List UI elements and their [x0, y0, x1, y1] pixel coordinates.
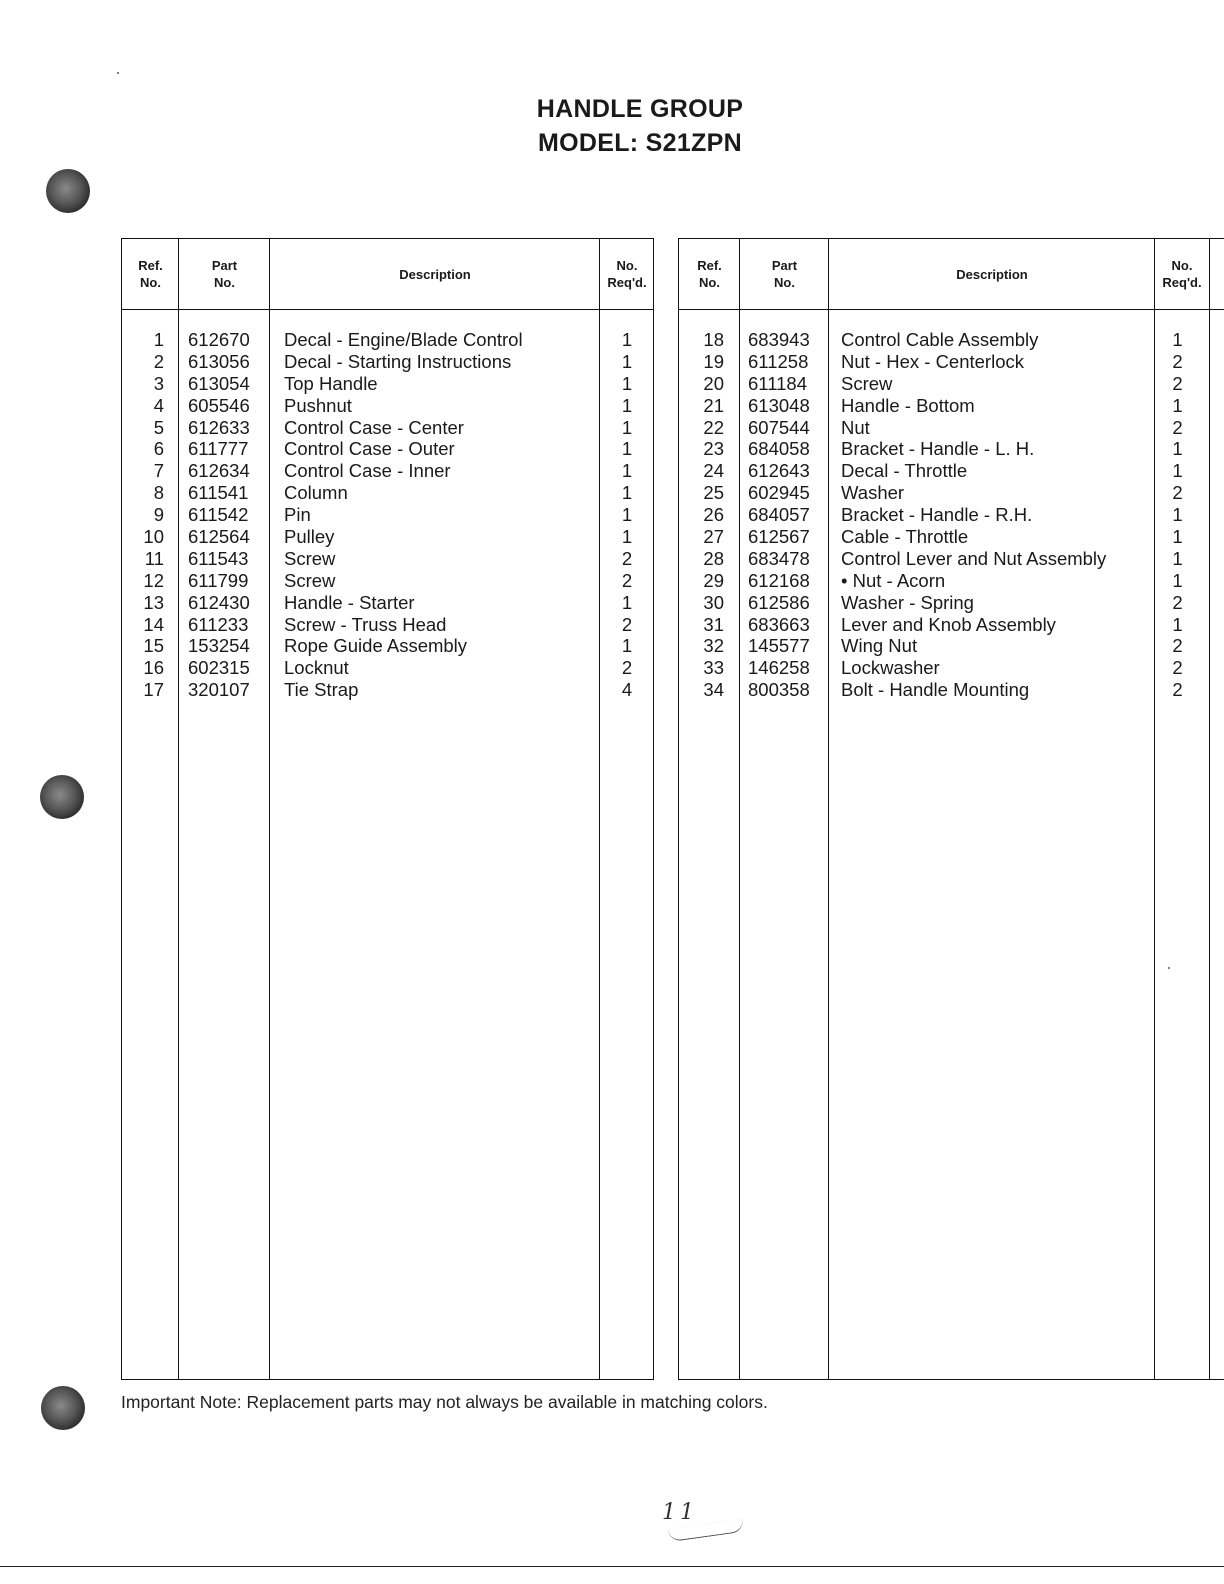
ref-number: 10 [143, 526, 164, 548]
table-row [679, 635, 1224, 657]
description: Lockwasher [841, 657, 940, 679]
description: Screw [284, 569, 336, 591]
part-number: 611799 [188, 569, 249, 591]
header-qty-reqd: No. Req'd. [607, 258, 647, 290]
part-number: 611777 [188, 438, 249, 460]
part-number: 613054 [188, 372, 250, 394]
description: Bolt - Handle Mounting [841, 679, 1030, 701]
description: Handle - Starter [284, 591, 415, 613]
ref-number: 4 [153, 394, 164, 416]
quantity: 2 [1172, 372, 1183, 394]
table-row [679, 570, 1224, 592]
header-description: Description [956, 266, 1028, 282]
part-number: 612634 [188, 460, 250, 482]
quantity: 1 [621, 329, 633, 350]
table-row [679, 504, 1224, 526]
description: Control Case - Center [284, 416, 464, 438]
ref-number: 13 [143, 591, 164, 613]
description: Top Handle [284, 372, 378, 394]
quantity: 1 [621, 394, 633, 416]
table-row [679, 482, 1224, 504]
quantity: 1 [1172, 394, 1183, 416]
ref-number: 6 [153, 438, 164, 460]
quantity: 2 [1172, 350, 1183, 372]
quantity: 1 [1172, 547, 1183, 569]
ref-number: 17 [143, 679, 164, 701]
part-number: 800358 [748, 679, 810, 701]
ref-number: 7 [153, 460, 164, 482]
page-title: HANDLE GROUP [536, 95, 744, 123]
part-number: 602945 [748, 482, 810, 504]
quantity: 2 [1172, 657, 1183, 679]
part-number: 683943 [748, 329, 810, 350]
table-row [679, 329, 1224, 351]
table-row [122, 438, 653, 460]
quantity: 2 [1172, 635, 1183, 657]
description: Rope Guide Assembly [284, 635, 468, 657]
table-row [122, 635, 653, 657]
quantity: 1 [621, 438, 633, 460]
quantity: 4 [621, 679, 633, 701]
description: Washer [841, 482, 905, 504]
description: Tie Strap [284, 679, 359, 701]
quantity: 1 [621, 372, 633, 394]
quantity: 2 [621, 613, 633, 635]
description: Handle - Bottom [841, 394, 975, 416]
binder-hole-top [46, 169, 90, 213]
part-number: 602315 [188, 657, 250, 679]
description: Column [284, 482, 348, 504]
description: Screw [284, 547, 336, 569]
part-number: 684057 [748, 504, 810, 526]
description: Decal - Starting Instructions [284, 350, 512, 372]
description: Control Cable Assembly [841, 329, 1039, 350]
table-row [679, 460, 1224, 482]
header-description: Description [399, 266, 471, 282]
model-number: MODEL: S21ZPN [538, 129, 742, 157]
binder-hole-bottom [41, 1386, 85, 1430]
table-row [679, 526, 1224, 548]
part-number: 611184 [748, 372, 807, 394]
quantity: 1 [621, 416, 633, 438]
part-number: 607544 [748, 416, 810, 438]
parts-table-left [121, 238, 654, 1380]
table-row [679, 592, 1224, 614]
quantity: 1 [1172, 504, 1183, 526]
description: Cable - Throttle [841, 526, 969, 548]
description: • Nut - Acorn [841, 569, 946, 591]
part-number: 683478 [748, 547, 810, 569]
quantity: 1 [621, 635, 633, 657]
parts-list-right [679, 329, 1224, 701]
quantity: 1 [1172, 329, 1183, 350]
ref-number: 31 [703, 613, 724, 635]
quantity: 2 [1172, 416, 1183, 438]
quantity: 2 [1172, 482, 1183, 504]
quantity: 1 [621, 591, 633, 613]
description: Pulley [284, 526, 335, 548]
table-row [679, 417, 1224, 439]
quantity: 1 [621, 350, 633, 372]
ref-number: 32 [703, 635, 724, 657]
table-row [679, 548, 1224, 570]
header-ref-no: Ref. No. [138, 258, 163, 290]
ref-number: 24 [703, 460, 724, 482]
description: Nut [841, 416, 870, 438]
quantity: 1 [621, 504, 633, 526]
ref-number: 20 [703, 372, 724, 394]
quantity: 1 [621, 526, 633, 548]
ref-number: 29 [703, 569, 724, 591]
quantity: 2 [621, 657, 633, 679]
part-number: 612430 [188, 591, 250, 613]
part-number: 684058 [748, 438, 810, 460]
part-number: 612567 [748, 526, 810, 548]
part-number: 611541 [188, 482, 249, 504]
ref-number: 15 [143, 635, 164, 657]
part-number: 612564 [188, 526, 250, 548]
quantity: 2 [1172, 591, 1183, 613]
ref-number: 8 [153, 482, 164, 504]
table-row [679, 373, 1224, 395]
table-row [122, 373, 653, 395]
table-row [679, 614, 1224, 636]
table-row [679, 657, 1224, 679]
table-row [122, 526, 653, 548]
ref-number: 30 [703, 591, 724, 613]
part-number: 153254 [188, 635, 250, 657]
ref-number: 3 [153, 372, 164, 394]
ref-number: 14 [143, 613, 164, 635]
part-number: 612168 [748, 569, 810, 591]
page-number: 11 [662, 1500, 698, 1525]
ref-number: 23 [703, 438, 724, 460]
header-qty-reqd: No. Req'd. [1162, 258, 1202, 290]
table-row [122, 504, 653, 526]
table-row [122, 351, 653, 373]
parts-list-left [122, 329, 653, 701]
ref-number: 11 [144, 547, 164, 569]
description: Locknut [284, 657, 349, 679]
quantity: 2 [621, 547, 633, 569]
ref-number: 9 [153, 504, 164, 526]
table-row [122, 395, 653, 417]
table-row [679, 438, 1224, 460]
part-number: 612586 [748, 591, 810, 613]
ref-number: 18 [703, 329, 724, 350]
quantity: 1 [1172, 438, 1183, 460]
description: Wing Nut [841, 635, 918, 657]
ref-number: 5 [153, 416, 164, 438]
ref-number: 27 [703, 526, 724, 548]
quantity: 2 [621, 569, 633, 591]
part-number: 612670 [188, 329, 250, 350]
table-row [122, 548, 653, 570]
quantity: 1 [1172, 526, 1183, 548]
important-note: Important Note: Replacement parts may not always be available in matching colors. [121, 1392, 768, 1412]
ref-number: 16 [143, 657, 164, 679]
part-number: 611258 [748, 350, 809, 372]
table-row [122, 482, 653, 504]
header-part-no: Part No. [771, 258, 798, 290]
part-number: 611542 [188, 504, 249, 526]
part-number: 320107 [188, 679, 250, 701]
description: Washer - Spring [841, 591, 974, 613]
parts-table-right [678, 238, 1224, 1380]
part-number: 683663 [748, 613, 810, 635]
quantity: 1 [621, 460, 633, 482]
bottom-rule [0, 1566, 1224, 1567]
ref-number: 25 [703, 482, 724, 504]
table-row [122, 592, 653, 614]
part-number: 612643 [748, 460, 810, 482]
description: Bracket - Handle - R.H. [841, 504, 1033, 526]
description: Lever and Knob Assembly [841, 613, 1056, 635]
ref-number: 28 [703, 547, 724, 569]
description: Screw - Truss Head [284, 613, 447, 635]
ref-number: 33 [703, 657, 724, 679]
ref-number: 1 [153, 329, 164, 350]
scan-speck [117, 72, 119, 74]
description: Decal - Engine/Blade Control [284, 329, 523, 350]
table-row [679, 395, 1224, 417]
table-row [679, 679, 1224, 701]
ref-number: 21 [703, 394, 724, 416]
quantity: 1 [621, 482, 633, 504]
part-number: 611543 [188, 547, 249, 569]
description: Pushnut [284, 394, 352, 416]
description: Decal - Throttle [841, 460, 968, 482]
ref-number: 22 [703, 416, 724, 438]
part-number: 613056 [188, 350, 250, 372]
table-row [122, 679, 653, 701]
part-number: 613048 [748, 394, 810, 416]
quantity: 1 [1172, 613, 1183, 635]
quantity: 2 [1172, 679, 1183, 701]
table-row [122, 614, 653, 636]
description: Screw [841, 372, 893, 394]
binder-hole-middle [40, 775, 84, 819]
description: Bracket - Handle - L. H. [841, 438, 1035, 460]
description: Pin [284, 504, 311, 526]
ref-number: 26 [703, 504, 724, 526]
part-number: 612633 [188, 416, 250, 438]
description: Control Lever and Nut Assembly [841, 547, 1107, 569]
table-row [122, 329, 653, 351]
quantity: 1 [1172, 569, 1183, 591]
part-number: 605546 [188, 394, 250, 416]
part-number: 145577 [748, 635, 810, 657]
table-row [122, 657, 653, 679]
ref-number: 34 [703, 679, 724, 701]
table-row [122, 417, 653, 439]
ref-number: 19 [703, 350, 724, 372]
description: Nut - Hex - Centerlock [841, 350, 1024, 372]
table-row [679, 351, 1224, 373]
table-row [122, 460, 653, 482]
header-ref-no: Ref. No. [697, 258, 722, 290]
part-number: 611233 [188, 613, 249, 635]
quantity: 1 [1172, 460, 1183, 482]
part-number: 146258 [748, 657, 810, 679]
ref-number: 12 [143, 569, 164, 591]
description: Control Case - Outer [284, 438, 455, 460]
ref-number: 2 [153, 350, 164, 372]
description: Control Case - Inner [284, 460, 451, 482]
header-part-no: Part No. [211, 258, 238, 290]
table-row [122, 570, 653, 592]
